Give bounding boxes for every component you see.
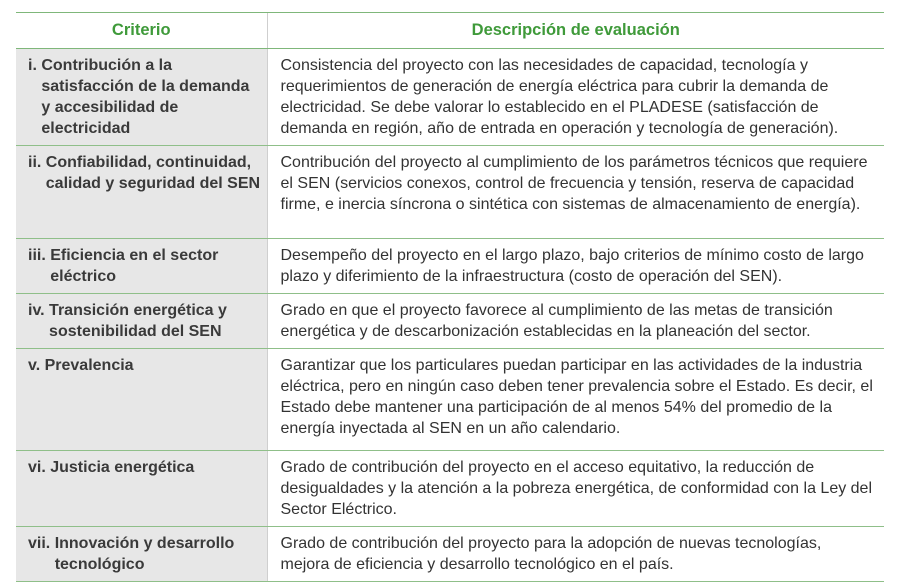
criterion-text: Prevalencia bbox=[44, 357, 134, 374]
criterion-cell bbox=[16, 146, 267, 239]
criterion-text: Confiabilidad, continuidad, calidad y seguridad del SEN bbox=[45, 154, 261, 192]
header-descripcion: Descripción de evaluación bbox=[267, 13, 884, 49]
criterion-number: iii. bbox=[28, 247, 51, 264]
criterion-cell bbox=[16, 349, 267, 451]
criterion-text: Innovación y desarrollo tecnológico bbox=[54, 535, 235, 573]
criterion-number: v. bbox=[28, 357, 45, 374]
table-row bbox=[16, 239, 884, 294]
criterion-number: vii. bbox=[28, 535, 55, 552]
description-cell: Grado de contribución del proyecto en el acceso equitativo, la reducción de desigualdades y la atención a la pobreza energética, de conformidad con la Ley del Sector Eléctrico. bbox=[267, 451, 884, 527]
description-cell: Grado en que el proyecto favorece al cumplimiento de las metas de transición energética y de descarbonización establecidas en la planeación del sector. bbox=[267, 294, 884, 349]
description-cell: Contribución del proyecto al cumplimiento de los parámetros técnicos que requiere el SEN (servicios conexos, control de frecuencia y tensión, reserva de capacidad firme, e inercia síncrona o sintética con sistemas de almacenamiento de energía). bbox=[267, 146, 884, 239]
criterion-cell bbox=[16, 49, 267, 146]
criterion-number: ii. bbox=[28, 154, 46, 171]
criteria-table bbox=[16, 12, 884, 582]
table-row bbox=[16, 49, 884, 146]
table-header-row bbox=[16, 13, 884, 49]
table-row bbox=[16, 146, 884, 239]
table-row bbox=[16, 349, 884, 451]
table-row bbox=[16, 451, 884, 527]
description-cell: Desempeño del proyecto en el largo plazo, bajo criterios de mínimo costo de largo plazo y diferimiento de la infraestructura (costo de operación del SEN). bbox=[267, 239, 884, 294]
criterion-text: Contribución a la satisfacción de la demanda y accesibilidad de electricidad bbox=[41, 57, 250, 137]
header-criterio: Criterio bbox=[16, 13, 267, 49]
criterion-text: Eficiencia en el sector eléctrico bbox=[50, 247, 219, 285]
criteria-table-wrapper bbox=[16, 12, 884, 582]
table-row bbox=[16, 527, 884, 582]
criterion-cell bbox=[16, 451, 267, 527]
description-cell: Grado de contribución del proyecto para la adopción de nuevas tecnologías, mejora de eficiencia y desarrollo tecnológico en el país. bbox=[267, 527, 884, 582]
criterion-text: Transición energética y sostenibilidad del SEN bbox=[49, 302, 227, 340]
description-cell: Garantizar que los particulares puedan participar en las actividades de la industria eléctrica, pero en ningún caso deben tener prevalencia sobre el Estado. Es decir, el Estado debe mantener una participación de al menos 54% del promedio de la energía inyectada al SEN en un año calendario. bbox=[267, 349, 884, 451]
table-row bbox=[16, 294, 884, 349]
criterion-cell bbox=[16, 239, 267, 294]
criterion-number: iv. bbox=[28, 302, 50, 319]
description-cell: Consistencia del proyecto con las necesidades de capacidad, tecnología y requerimientos de generación de energía eléctrica para cubrir la demanda de electricidad. Se debe valorar lo establecido en el PLADESE (satisfacción de demanda en región, año de entrada en operación y tecnología de generación). bbox=[267, 49, 884, 146]
criterion-text: Justicia energética bbox=[50, 459, 195, 476]
criterion-cell bbox=[16, 527, 267, 582]
criterion-number: vi. bbox=[28, 459, 51, 476]
criterion-number: i. bbox=[28, 57, 42, 74]
criterion-cell bbox=[16, 294, 267, 349]
